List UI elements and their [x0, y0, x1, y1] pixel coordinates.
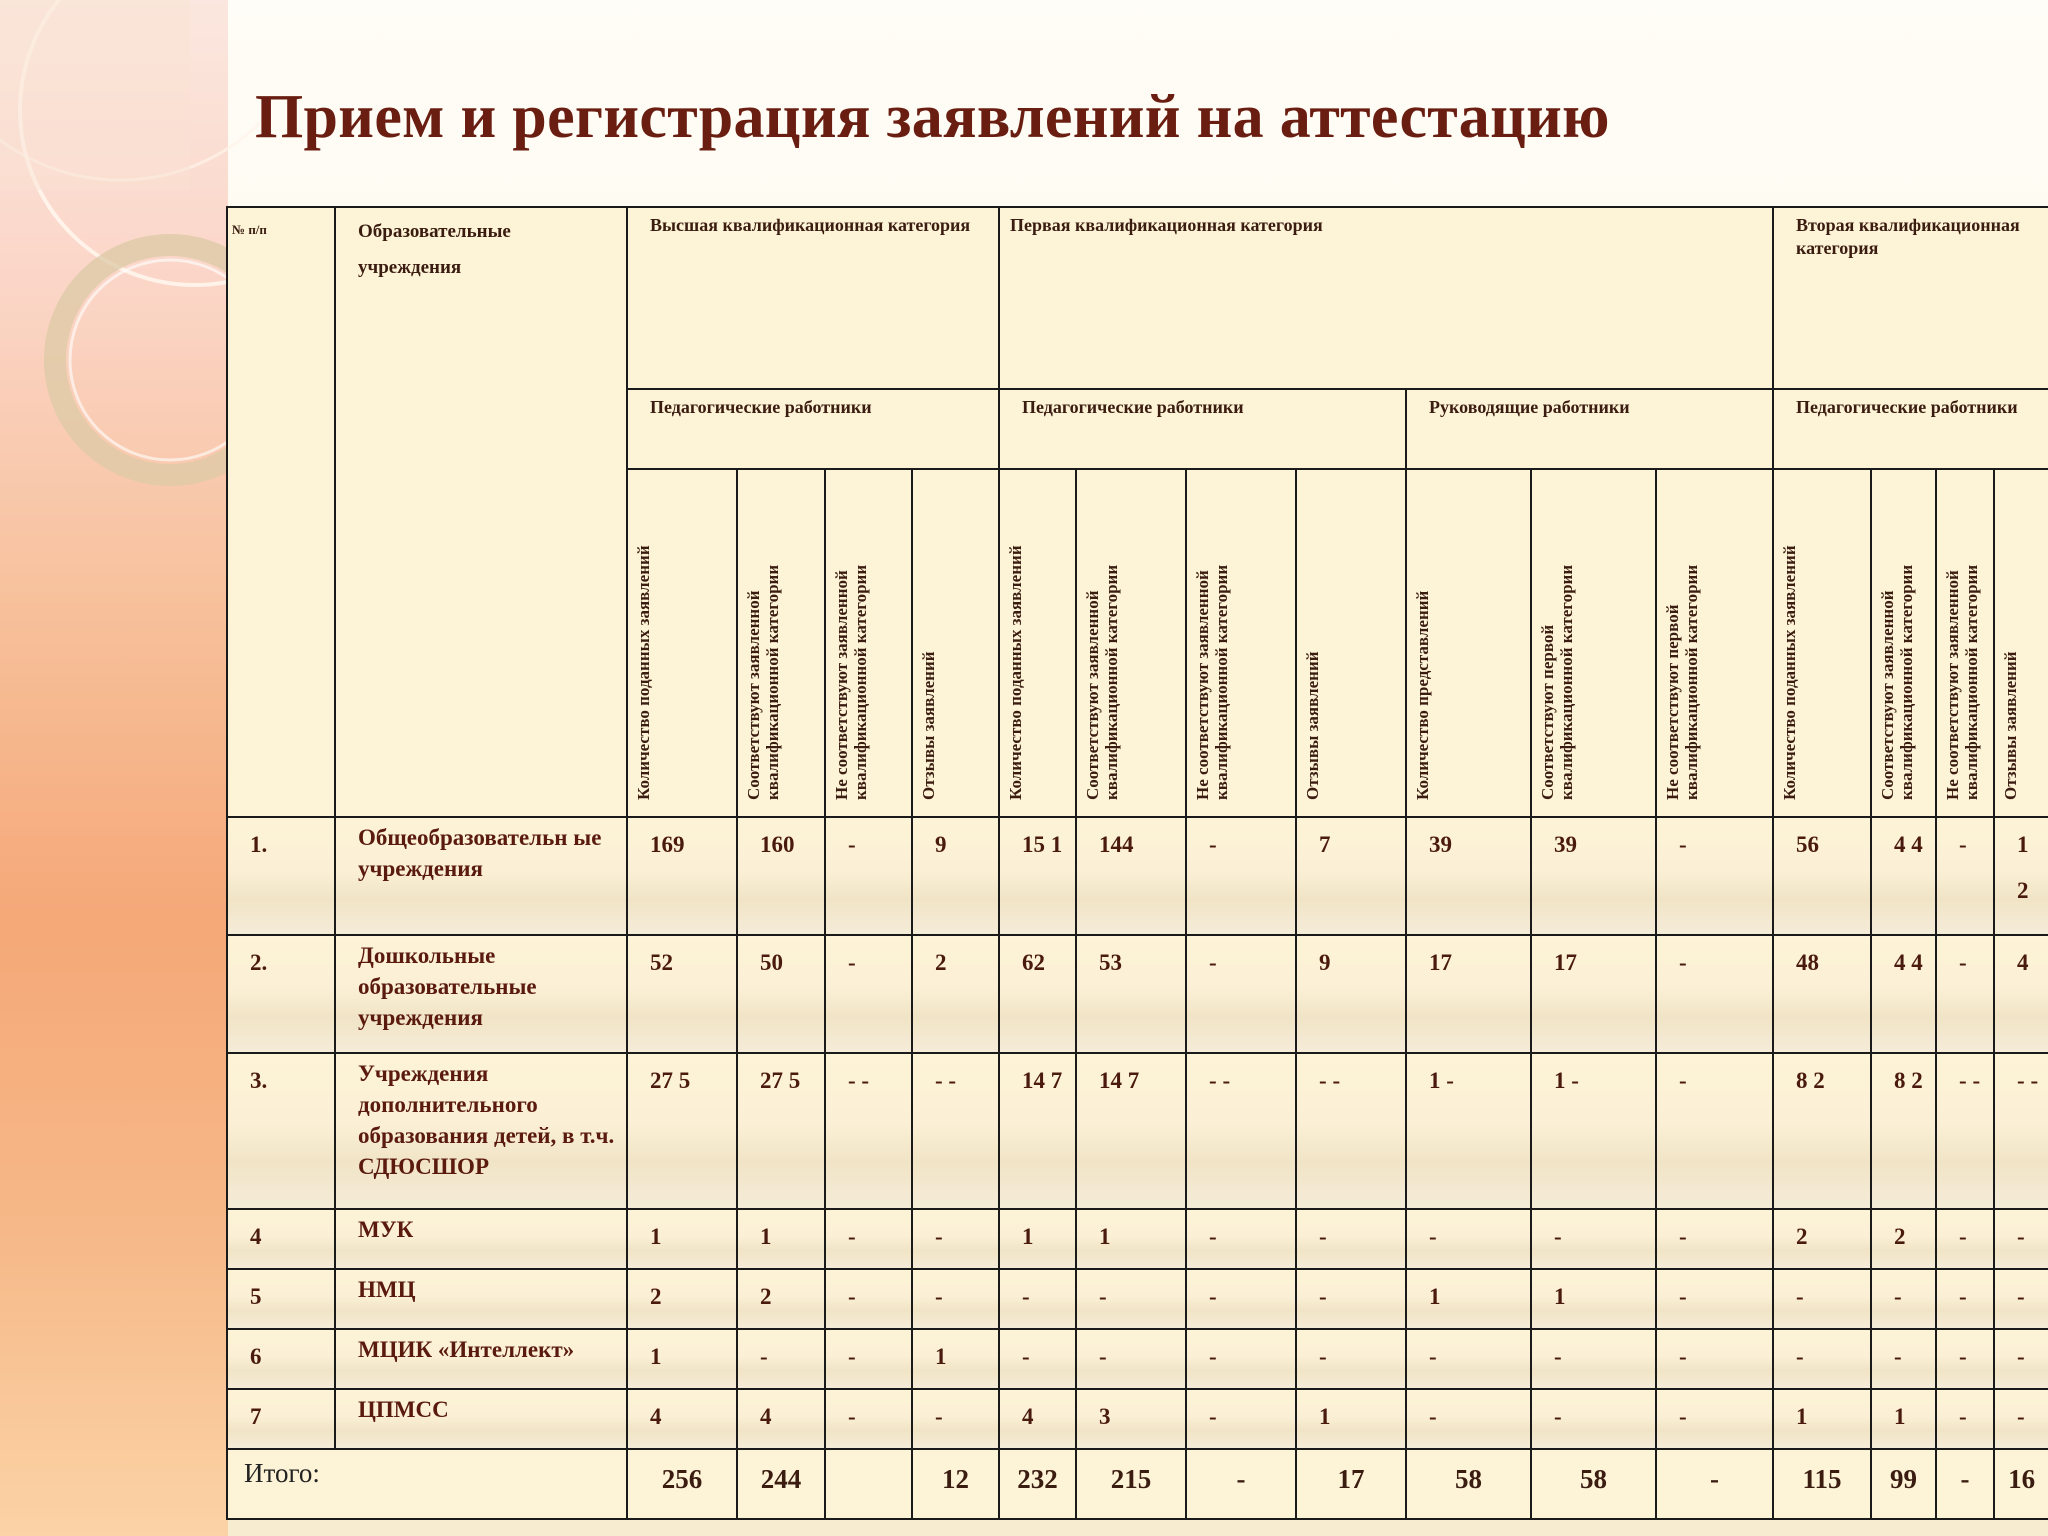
cell-value: - — [1656, 1269, 1773, 1329]
column-header-label: Соответствуют заявленной квалификационной категории — [1878, 564, 1917, 800]
total-value: 17 — [1296, 1449, 1406, 1519]
slide-title: Прием и регистрация заявлений на аттестацию — [255, 83, 1610, 151]
total-value — [825, 1449, 912, 1519]
cell-value: - — [1296, 1269, 1406, 1329]
cell-value: 1 — [627, 1329, 737, 1389]
table-row — [227, 1053, 2048, 1209]
cell-value: - — [1656, 1329, 1773, 1389]
cell-value: - — [825, 1269, 912, 1329]
cell-value: 1 - — [1531, 1053, 1656, 1209]
cell-value: - — [1296, 1329, 1406, 1389]
table-row — [227, 1269, 2048, 1329]
column-header-label: Отзывы заявлений — [2001, 651, 2021, 800]
column-header-label: Не соответствуют заявленной квалификационной категории — [1943, 564, 1982, 800]
cell-value: - — [825, 1389, 912, 1449]
cell-value: - — [1773, 1269, 1871, 1329]
total-value: - — [1656, 1449, 1773, 1519]
cell-value: - — [1186, 935, 1296, 1053]
row-number: 3. — [227, 1053, 335, 1209]
column-header-13 — [1871, 469, 1936, 817]
column-header-11 — [1656, 469, 1773, 817]
institution-name: МЦИК «Интеллект» — [335, 1329, 627, 1389]
column-header-label: Не соответствуют заявленной квалификационной категории — [1193, 564, 1232, 800]
cell-value: - — [1936, 1209, 1994, 1269]
cell-value: - — [1076, 1269, 1186, 1329]
table-row — [227, 1209, 2048, 1269]
column-header-label: Количество поданных заявлений — [634, 545, 653, 800]
cell-value: - — [1936, 1389, 1994, 1449]
column-header-3 — [825, 469, 912, 817]
column-header-15 — [1994, 469, 2048, 817]
cell-value: 1 — [1773, 1389, 1871, 1449]
total-value: 58 — [1531, 1449, 1656, 1519]
row-number: 1. — [227, 817, 335, 935]
cell-value: - — [1936, 817, 1994, 935]
column-header-label: Отзывы заявлений — [1303, 651, 1323, 800]
cell-value: 52 — [627, 935, 737, 1053]
total-value: 115 — [1773, 1449, 1871, 1519]
decorative-rings — [0, 0, 260, 520]
cell-value: - — [1871, 1269, 1936, 1329]
row-number: 2. — [227, 935, 335, 1053]
cell-value: 1 — [999, 1209, 1076, 1269]
row-number: 7 — [227, 1389, 335, 1449]
column-header-7 — [1186, 469, 1296, 817]
cell-value: 53 — [1076, 935, 1186, 1053]
column-header-label: Не соответствуют заявленной квалификационной категории — [832, 564, 870, 800]
cell-value: - — [1531, 1209, 1656, 1269]
column-header-12 — [1773, 469, 1871, 817]
cell-value: - — [1994, 1329, 2048, 1389]
table-row — [227, 1329, 2048, 1389]
cell-value: 1 2 — [1994, 817, 2048, 935]
table-row — [227, 1389, 2048, 1449]
cell-value: 1 — [1076, 1209, 1186, 1269]
total-value: - — [1936, 1449, 1994, 1519]
cell-value: 4 — [737, 1389, 825, 1449]
column-header-label: Количество представлений — [1413, 590, 1433, 800]
total-value: 16 — [1994, 1449, 2048, 1519]
cell-value: - — [1186, 1329, 1296, 1389]
cell-value: - — [825, 817, 912, 935]
cell-value: 1 — [1871, 1389, 1936, 1449]
cell-value: 169 — [627, 817, 737, 935]
cell-value: 1 — [627, 1209, 737, 1269]
total-value: - — [1186, 1449, 1296, 1519]
cell-value: 56 — [1773, 817, 1871, 935]
cell-value: - — [825, 1209, 912, 1269]
cell-value: 3 — [1076, 1389, 1186, 1449]
cell-value: - — [1936, 1329, 1994, 1389]
header-highest-category: Высшая квалификационная категория — [627, 207, 999, 389]
row-number: 6 — [227, 1329, 335, 1389]
cell-value: - - — [1936, 1053, 1994, 1209]
cell-value: 1 — [1531, 1269, 1656, 1329]
total-value: 12 — [912, 1449, 999, 1519]
cell-value: - — [1994, 1269, 2048, 1329]
cell-value: 144 — [1076, 817, 1186, 935]
cell-value: 2 — [912, 935, 999, 1053]
cell-value: - — [1871, 1329, 1936, 1389]
column-header-4 — [912, 469, 999, 817]
cell-value: - — [1656, 817, 1773, 935]
column-header-5 — [999, 469, 1076, 817]
institution-name: Общеобразовательн ые учреждения — [335, 817, 627, 935]
cell-value: - — [999, 1329, 1076, 1389]
cell-value: 17 — [1406, 935, 1531, 1053]
header-first-category: Первая квалификационная категория — [999, 207, 1773, 389]
cell-value: 9 — [1296, 935, 1406, 1053]
column-header-14 — [1936, 469, 1994, 817]
total-value: 99 — [1871, 1449, 1936, 1519]
cell-value: 48 — [1773, 935, 1871, 1053]
cell-value: - — [1076, 1329, 1186, 1389]
cell-value: - — [912, 1269, 999, 1329]
total-value: 232 — [999, 1449, 1076, 1519]
header-managers: Руководящие работники — [1406, 389, 1773, 469]
header-ped-workers-highest: Педагогические работники — [627, 389, 999, 469]
cell-value: 27 5 — [737, 1053, 825, 1209]
total-value: 256 — [627, 1449, 737, 1519]
cell-value: - — [825, 1329, 912, 1389]
cell-value: - - — [1186, 1053, 1296, 1209]
cell-value: 2 — [737, 1269, 825, 1329]
cell-value: - - — [1296, 1053, 1406, 1209]
cell-value: 7 — [1296, 817, 1406, 935]
institution-name: Дошкольные образовательные учреждения — [335, 935, 627, 1053]
institution-name: НМЦ — [335, 1269, 627, 1329]
cell-value: 14 7 — [1076, 1053, 1186, 1209]
total-label: Итого: — [227, 1449, 627, 1519]
column-header-8 — [1296, 469, 1406, 817]
cell-value: - — [1186, 1389, 1296, 1449]
cell-value: - — [1186, 1209, 1296, 1269]
cell-value: - — [1406, 1389, 1531, 1449]
cell-value: 8 2 — [1871, 1053, 1936, 1209]
column-header-label: Количество поданных заявлений — [1006, 545, 1026, 800]
cell-value: 2 — [627, 1269, 737, 1329]
cell-value: - - — [825, 1053, 912, 1209]
column-header-9 — [1406, 469, 1531, 817]
header-ped-workers-second: Педагогические работники — [1773, 389, 2048, 469]
cell-value: 1 — [1296, 1389, 1406, 1449]
cell-value: 160 — [737, 817, 825, 935]
column-header-label: Соответствуют заявленной квалификационной категории — [744, 564, 782, 800]
cell-value: - — [1936, 935, 1994, 1053]
row-number: 5 — [227, 1269, 335, 1329]
cell-value: 1 — [1406, 1269, 1531, 1329]
column-header-label: Не соответствуют первой квалификационной категории — [1663, 564, 1702, 800]
cell-value: - — [1773, 1329, 1871, 1389]
cell-value: - — [1994, 1389, 2048, 1449]
cell-value: 27 5 — [627, 1053, 737, 1209]
cell-value: - — [1296, 1209, 1406, 1269]
attestation-table — [226, 206, 2048, 1520]
cell-value: - — [999, 1269, 1076, 1329]
cell-value: 50 — [737, 935, 825, 1053]
cell-value: 2 — [1773, 1209, 1871, 1269]
column-header-1 — [627, 469, 737, 817]
cell-value: 1 — [737, 1209, 825, 1269]
cell-value: 39 — [1531, 817, 1656, 935]
institution-name: МУК — [335, 1209, 627, 1269]
header-num: № п/п — [227, 207, 335, 817]
column-header-label: Количество поданных заявлений — [1780, 545, 1800, 800]
cell-value: 4 — [1994, 935, 2048, 1053]
header-ped-workers-first: Педагогические работники — [999, 389, 1406, 469]
column-header-label: Соответствуют заявленной квалификационной категории — [1083, 564, 1122, 800]
column-header-label: Соответствуют первой квалификационной категории — [1538, 564, 1577, 800]
cell-value: - — [912, 1209, 999, 1269]
cell-value: - — [1406, 1329, 1531, 1389]
cell-value: - — [1186, 1269, 1296, 1329]
header-institutions: Образовательные учреждения — [335, 207, 627, 817]
cell-value: 17 — [1531, 935, 1656, 1053]
cell-value: 8 2 — [1773, 1053, 1871, 1209]
cell-value: 15 1 — [999, 817, 1076, 935]
column-header-label: Отзывы заявлений — [919, 651, 938, 800]
column-header-10 — [1531, 469, 1656, 817]
institution-name: ЦПМСС — [335, 1389, 627, 1449]
table-row — [227, 935, 2048, 1053]
column-header-6 — [1076, 469, 1186, 817]
cell-value: 62 — [999, 935, 1076, 1053]
header-second-category: Вторая квалификационная категория — [1773, 207, 2048, 389]
cell-value: - — [1656, 1389, 1773, 1449]
column-header-2 — [737, 469, 825, 817]
cell-value: 9 — [912, 817, 999, 935]
cell-value: - — [1531, 1389, 1656, 1449]
cell-value: - — [1406, 1209, 1531, 1269]
cell-value: - — [1994, 1209, 2048, 1269]
cell-value: - — [1656, 1053, 1773, 1209]
total-value: 58 — [1406, 1449, 1531, 1519]
cell-value: - — [1186, 817, 1296, 935]
cell-value: 4 — [627, 1389, 737, 1449]
cell-value: 4 4 — [1871, 817, 1936, 935]
cell-value: - — [912, 1389, 999, 1449]
row-number: 4 — [227, 1209, 335, 1269]
total-row — [227, 1449, 2048, 1519]
cell-value: 14 7 — [999, 1053, 1076, 1209]
cell-value: 1 — [912, 1329, 999, 1389]
cell-value: - - — [1994, 1053, 2048, 1209]
cell-value: 39 — [1406, 817, 1531, 935]
cell-value: 1 - — [1406, 1053, 1531, 1209]
institution-name: Учреждения дополнительного образования детей, в т.ч. СДЮСШОР — [335, 1053, 627, 1209]
cell-value: 4 — [999, 1389, 1076, 1449]
cell-value: - — [737, 1329, 825, 1389]
cell-value: 4 4 — [1871, 935, 1936, 1053]
cell-value: - — [1531, 1329, 1656, 1389]
cell-value: 2 — [1871, 1209, 1936, 1269]
cell-value: - - — [912, 1053, 999, 1209]
table-row — [227, 817, 2048, 935]
total-value: 215 — [1076, 1449, 1186, 1519]
cell-value: - — [825, 935, 912, 1053]
cell-value: - — [1656, 935, 1773, 1053]
total-value: 244 — [737, 1449, 825, 1519]
cell-value: - — [1656, 1209, 1773, 1269]
cell-value: - — [1936, 1269, 1994, 1329]
